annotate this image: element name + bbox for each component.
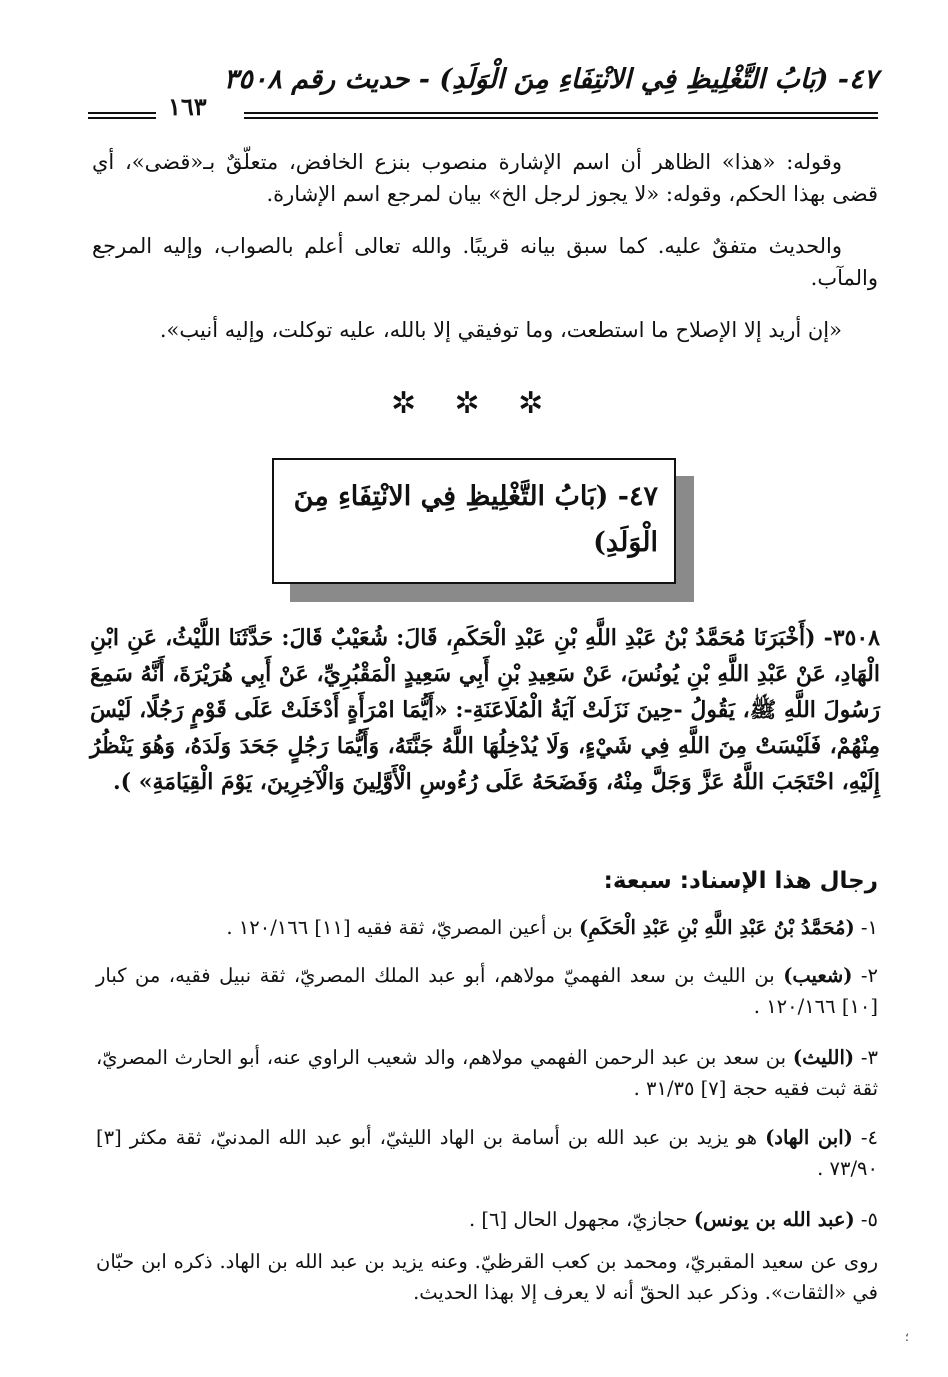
- narrator-name: (الليث): [792, 1046, 855, 1069]
- narrator-description: بن الليث بن سعد الفهميّ مولاهم، أبو عبد الملك المصريّ، ثقة نبيل فقيه، من كبار [١٠] ١٢٠/١٦٦ .: [96, 964, 878, 1018]
- page-number: ١٦٣: [168, 92, 207, 121]
- narrator-name: (عبد الله بن يونس): [693, 1208, 855, 1231]
- header-rule-short: [88, 117, 156, 119]
- header-rule-short: [88, 112, 156, 114]
- header-rule: [244, 117, 878, 119]
- closing-note: روى عن سعيد المقبريّ، ومحمد بن كعب القرظيّ. وعنه يزيد بن عبد الله بن الهاد. ذكره ابن حبّان في «الثقات». وذكر عبد الحقّ أنه لا يعرف إلا بهذا الحديث.: [96, 1250, 878, 1304]
- margin-mark: ؛: [905, 1330, 909, 1344]
- narrator-name: (ابن الهاد): [765, 1126, 853, 1149]
- narrator-description: هو يزيد بن عبد الله بن أسامة بن الهاد الليثيّ، أبو عبد الله المدنيّ، ثقة مكثر [٣] ٧٣/٩٠ .: [96, 1126, 878, 1180]
- narrator-number: ٤-: [852, 1126, 878, 1149]
- narrator-entry: [96, 960, 878, 1022]
- section-separator: ✲ ✲ ✲: [390, 386, 558, 421]
- narrator-entry: [96, 1042, 878, 1104]
- commentary-paragraph: وقوله: «هذا» الظاهر أن اسم الإشارة منصوب بنزع الخافض، متعلّقٌ بـ«قضى»، أي قضى بهذا الحكم، وقوله: «لا يجوز لرجل الخ» بيان لمرجع اسم الإشارة.: [92, 150, 878, 206]
- chapter-heading: ٤٧- (بَابُ التَّغْلِيظِ فِي الانْتِفَاءِ مِنَ الْوَلَدِ): [272, 458, 676, 584]
- narrators-title: رجال هذا الإسناد: سبعة:: [603, 868, 878, 894]
- narrator-description: بن أعين المصريّ، ثقة فقيه [١١] ١٢٠/١٦٦ .: [226, 916, 579, 939]
- narrator-number: ٣-: [854, 1046, 878, 1069]
- hadith-text: ٣٥٠٨- (أَخْبَرَنَا مُحَمَّدُ بْنُ عَبْدِ اللَّهِ بْنِ عَبْدِ الْحَكَمِ، قَالَ: شُعَيْبٌ قَالَ: حَدَّثَنَا اللَّيْثُ، عَنِ ابْنِ الْهَادِ، عَنْ عَبْدِ اللَّهِ بْنِ يُونُسَ، عَنْ سَعِيدِ بْنِ أَبِي سَعِيدٍ الْمَقْبُرِيِّ، عَنْ أَبِي هُرَيْرَةَ، أَنَّهُ سَمِعَ رَسُولَ اللَّهِ ﷺ، يَقُولُ -حِينَ نَزَلَتْ آيَةُ الْمُلَاعَنَةِ-: «أَيُّمَا امْرَأَةٍ أَدْخَلَتْ عَلَى قَوْمٍ رَجُلًا، لَيْسَ مِنْهُمْ، فَلَيْسَتْ مِنَ اللَّهِ فِي شَيْءٍ، وَلَا يُدْخِلُهَا اللَّهُ جَنَّتَهُ، وَأَيُّمَا رَجُلٍ جَحَدَ وَلَدَهُ، وَهُوَ يَنْظُرُ إِلَيْهِ، احْتَجَبَ اللَّهُ عَزَّ وَجَلَّ مِنْهُ، وَفَضَحَهُ عَلَى رُءُوسِ الْأَوَّلِينَ وَالْآخِرِينَ، يَوْمَ الْقِيَامَةِ» ).: [90, 625, 880, 795]
- narrator-number: ١-: [854, 916, 878, 939]
- header-rule: [244, 112, 878, 114]
- commentary-paragraph: «إن أريد إلا الإصلاح ما استطعت، وما توفيقي إلا بالله، عليه توكلت، وإليه أنيب».: [159, 318, 842, 342]
- narrator-entry: [96, 1204, 878, 1235]
- commentary-paragraph: والحديث متفقٌ عليه. كما سبق بيانه قريبًا. والله تعالى أعلم بالصواب، وإليه المرجع والمآب.: [92, 234, 878, 290]
- narrator-entry: [96, 1122, 878, 1184]
- narrator-name: (شعيب): [783, 964, 853, 987]
- narrator-number: ٥-: [854, 1208, 878, 1231]
- narrator-entry: [96, 912, 878, 943]
- narrator-number: ٢-: [852, 964, 878, 987]
- narrator-description: حجازيّ، مجهول الحال [٦] .: [469, 1208, 694, 1231]
- running-header: ٤٧- (بَابُ التَّغْلِيظِ فِي الانْتِفَاءِ مِنَ الْوَلَدِ) - حديث رقم ٣٥٠٨: [223, 64, 878, 95]
- narrator-description: بن سعد بن عبد الرحمن الفهمي مولاهم، والد شعيب الراوي عنه، أبو الحارث المصريّ، ثقة ثبت فقيه حجة [٧] ٣١/٣٥ .: [96, 1046, 878, 1100]
- narrator-name: (مُحَمَّدُ بْنُ عَبْدِ اللَّهِ بْنِ عَبْدِ الْحَكَمِ): [578, 916, 855, 939]
